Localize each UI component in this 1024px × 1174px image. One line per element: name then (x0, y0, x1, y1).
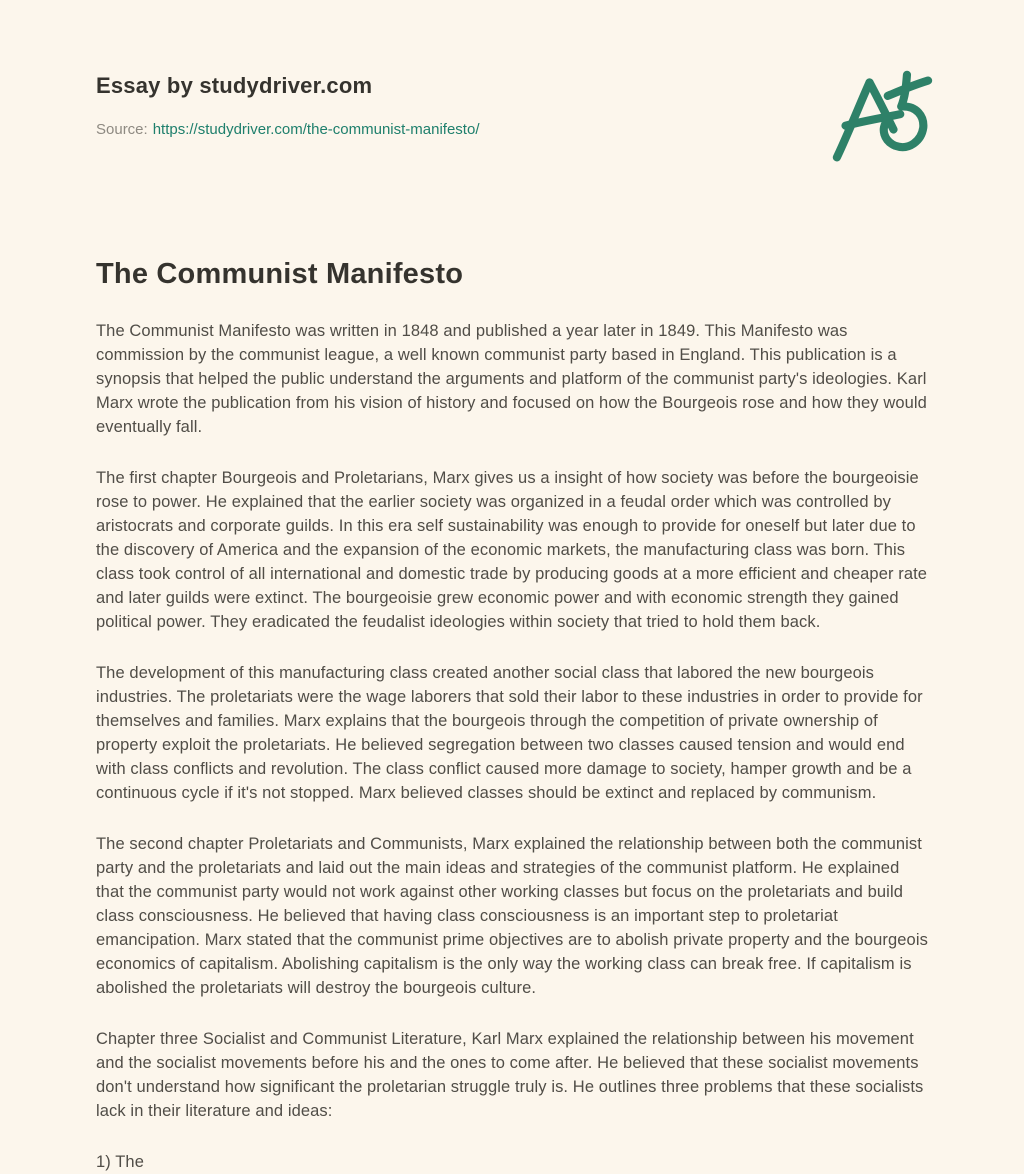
essay-list-item-1: 1) The (96, 1153, 144, 1171)
essay-title: The Communist Manifesto (96, 258, 464, 290)
header-title: Essay by studydriver.com (96, 73, 373, 98)
essay-paragraph-3: The development of this manufacturing class created another social class that labored the new bourgeois industries. The proletariats were the wage laborers that sold their labor to these industries in order to provide for themselves and families. Marx explains that the bourgeois through the competition of private ownership of property exploit the proletariats. He believed segregation between two classes caused tension and would end with class conflicts and revolution. The class conflict caused more damage to society, hamper growth and be a continuous cycle if it's not stopped. Marx believed classes should be extinct and replaced by communism. (96, 664, 923, 802)
source-link[interactable]: https://studydriver.com/the-communist-manifesto/ (152, 121, 480, 138)
essay-body (96, 257, 930, 1174)
source-line (96, 120, 930, 140)
essay-paragraph-5: Chapter three Socialist and Communist Literature, Karl Marx explained the relationship between his movement and the socialist movements before his and the ones to come after. He believed that these socialist movements don't understand how significant the proletarian struggle truly is. He outlines three problems that these socialists lack in their literature and ideas: (96, 1030, 924, 1120)
essay-paragraph-1: The Communist Manifesto was written in 1848 and published a year later in 1849. This Manifesto was commission by the communist league, a well known communist party based in England. This publication is a synopsis that helped the public understand the arguments and platform of the communist party's ideologies. Karl Marx wrote the publication from his vision of history and focused on how the Bourgeois rose and how they would eventually fall. (96, 322, 927, 436)
source-label: Source: (96, 121, 148, 138)
essay-paragraph-2: The first chapter Bourgeois and Proletarians, Marx gives us a insight of how society was before the bourgeoisie rose to power. He explained that the earlier society was organized in a feudal order which was controlled by aristocrats and corporate guilds. In this era self sustainability was enough to provide for oneself but later due to the discovery of America and the expansion of the economic markets, the manufacturing class was born. This class took control of all international and domestic trade by producing goods at a more efficient and cheaper rate and later guilds were extinct. The bourgeoisie grew economic power and with economic strength they gained political power. They eradicated the feudalist ideologies within society that tried to hold them back. (96, 469, 928, 631)
page-header (96, 73, 930, 140)
essay-paragraph-4: The second chapter Proletariats and Communists, Marx explained the relationship between both the communist party and the proletariats and laid out the main ideas and strategies of the communist platform. He explained that the communist party would not work against other working classes but focus on the proletariats and build class consciousness. He believed that having class consciousness is an important step to proletariat emancipation. Marx stated that the communist prime objectives are to abolish private property and the bourgeois economics of capitalism. Abolishing capitalism is the only way the working class can break free. If capitalism is abolished the proletariats will destroy the bourgeois culture. (96, 835, 928, 997)
a-plus-logo-icon (824, 70, 940, 166)
